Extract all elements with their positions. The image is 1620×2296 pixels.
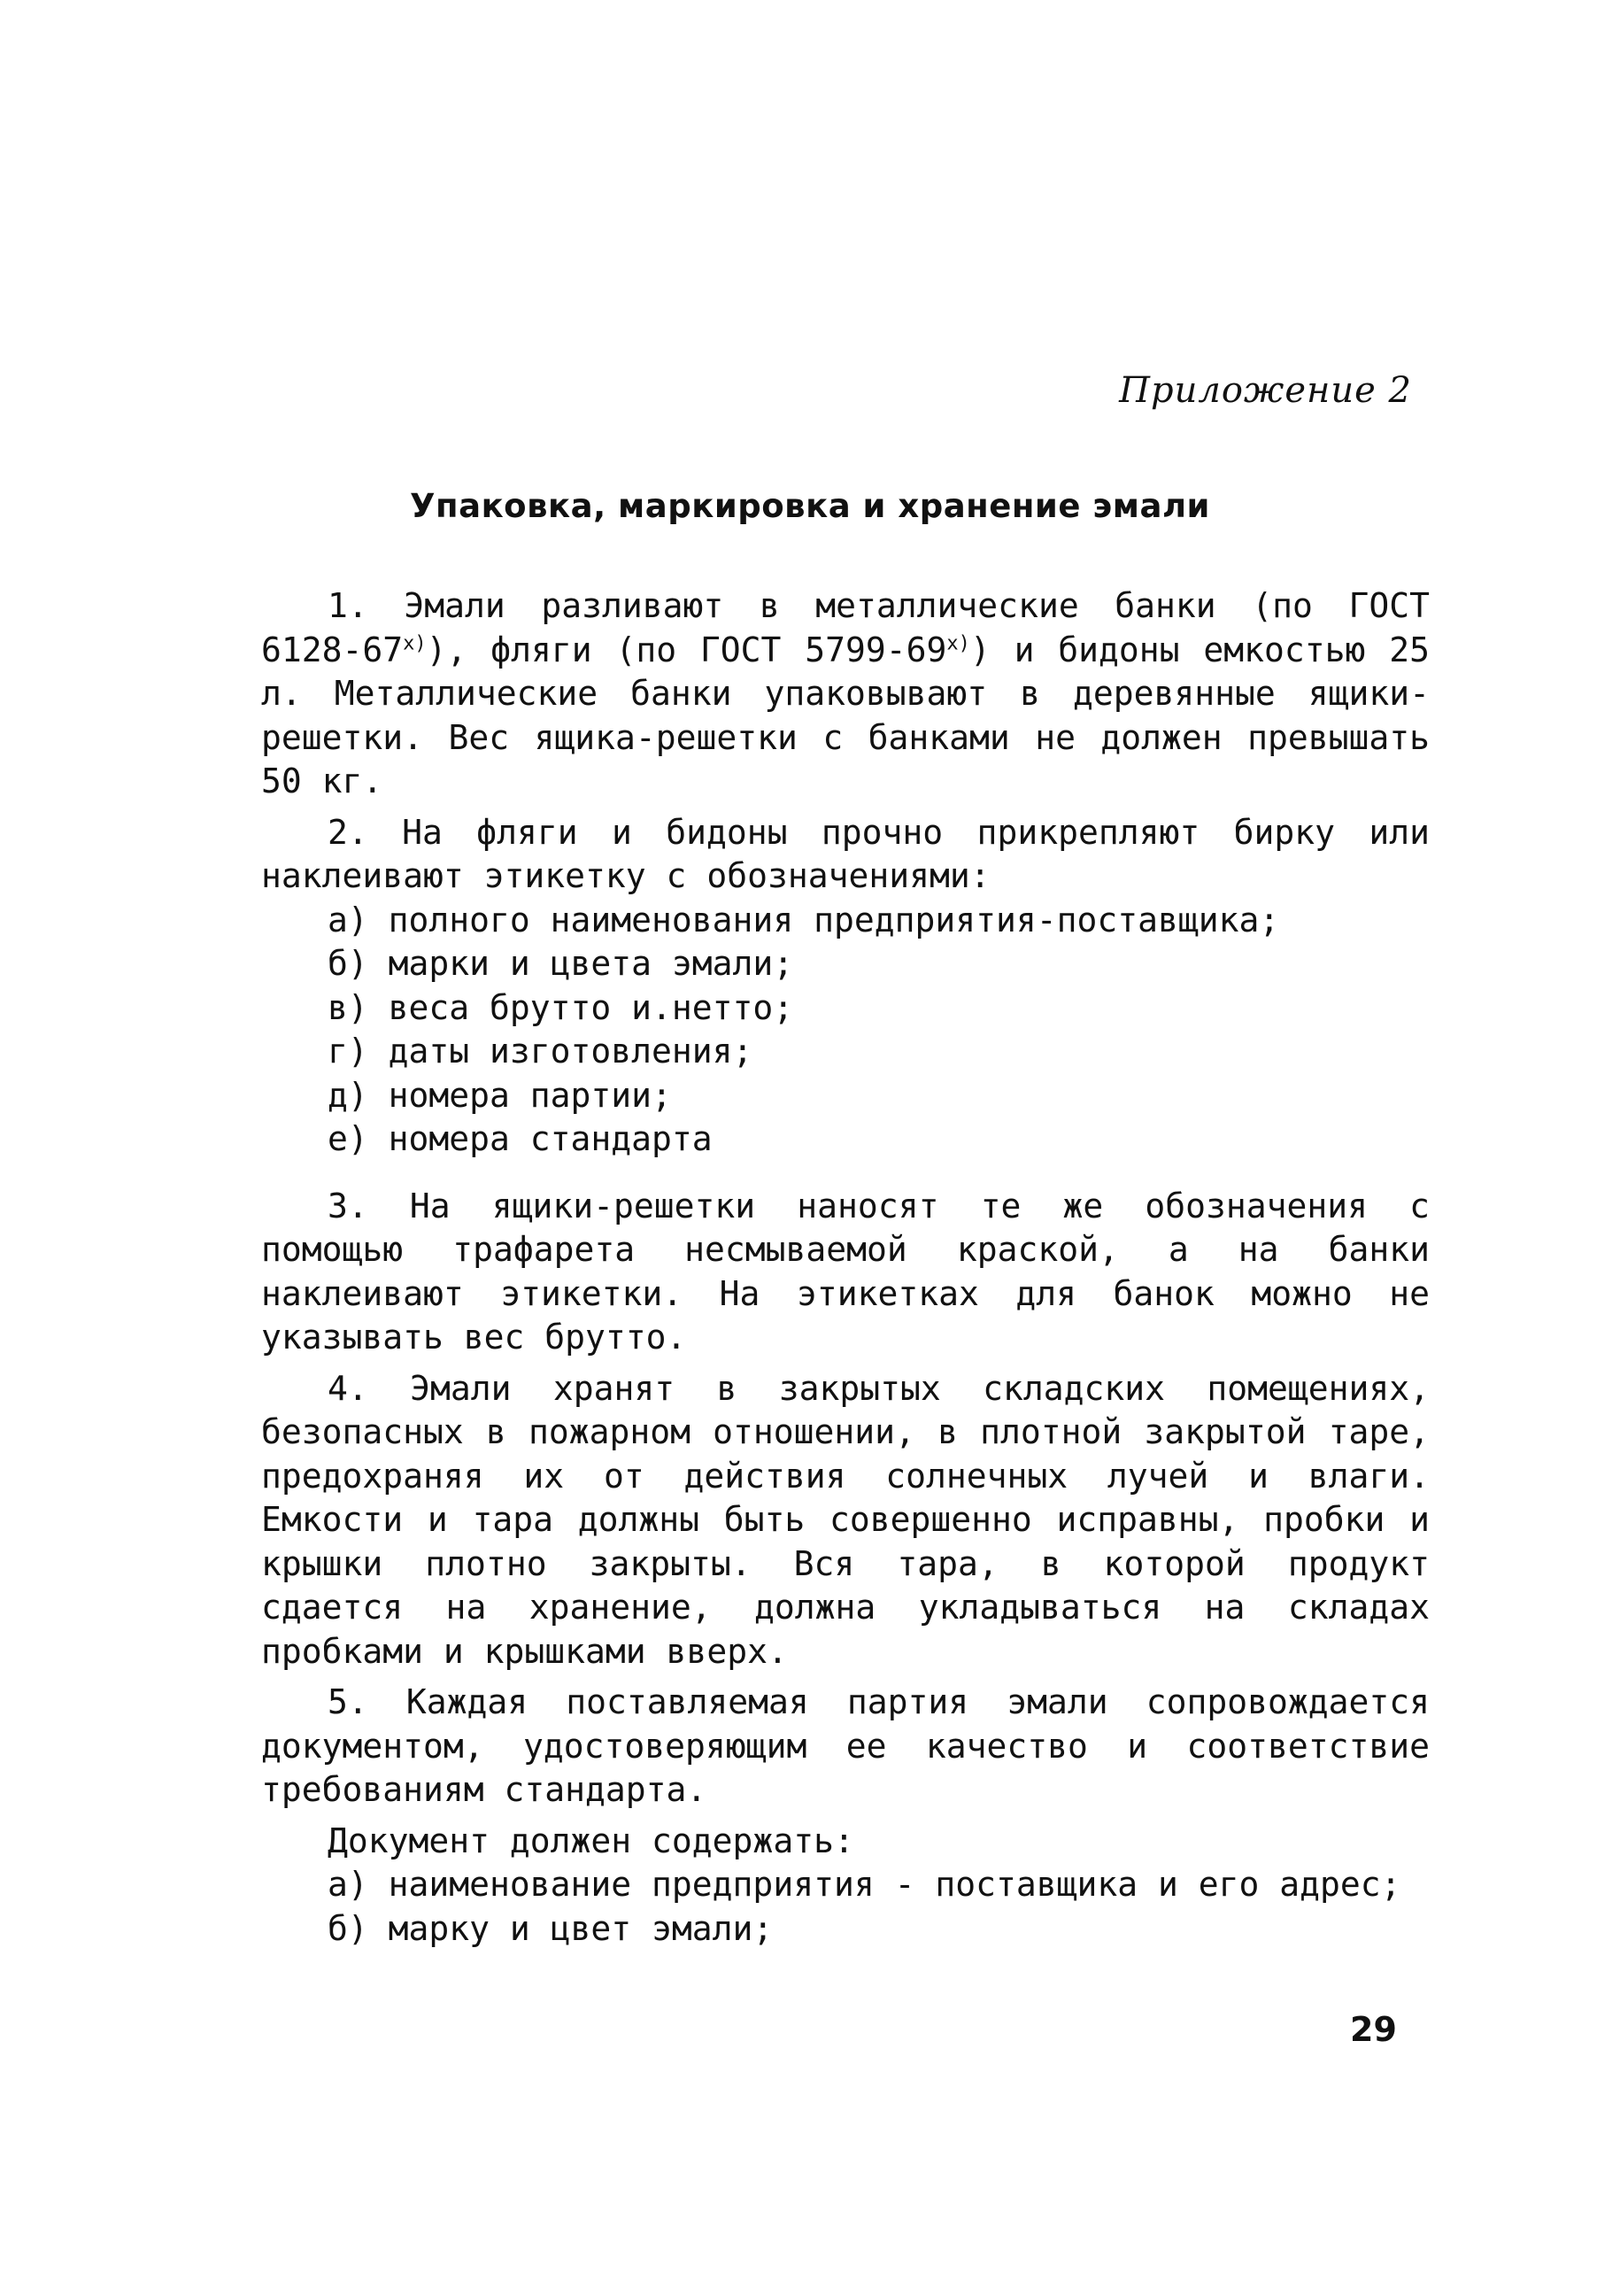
paragraph-1-text-b: ), фляги (по ГОСТ 5799-69: [426, 630, 947, 669]
paragraph-4-text: Эмали хранят в закрытых складских помещениях, безопасных в пожарном отношении, в плотной закрытой таре, предохраняя их от действия солнечных лучей и влаги. Емкости и тара должны быть совершенно исправны, пробки и крышки плотно закрыты. Вся тара, в которой продукт сдается на хранение, должна укладываться на складах пробками и крышками вверх.: [261, 1368, 1430, 1671]
section-title: Упаковка, маркировка и хранение эмали: [410, 487, 1210, 525]
paragraph-5-number: 5.: [328, 1682, 368, 1721]
paragraph-5: [261, 1681, 1430, 1813]
list-item: а) наименование предприятия - поставщика и его адрес;: [328, 1865, 1401, 1904]
list-item: а) полного наименования предприятия-поставщика;: [328, 900, 1280, 939]
list-item: г) даты изготовления;: [328, 1032, 753, 1071]
appendix-label: Приложение 2: [1119, 370, 1412, 411]
document-body: [261, 584, 1430, 1951]
paragraph-1-text-c: ) и бидоны емкостью 25 л. Металлические банки упаковывают в деревянные ящики-решетки. Вес ящика-решетки с банками не должен превышать 50 кг.: [261, 630, 1430, 800]
paragraph-1: [261, 584, 1430, 804]
paragraph-1-text-a: Эмали разливают в металлические банки (по ГОСТ 6128-67: [261, 586, 1430, 669]
paragraph-4: [261, 1367, 1430, 1674]
paragraph-2: [261, 811, 1430, 899]
document-contents-list: [261, 1863, 1430, 1951]
document-contents-intro: Документ должен содержать:: [328, 1821, 854, 1860]
paragraph-5-text: Каждая поставляемая партия эмали сопровождается документом, удостоверяющим ее качество и соответствие требованиям стандарта.: [261, 1682, 1430, 1809]
list-item: б) марку и цвет эмали;: [328, 1908, 774, 1948]
list-item: б) марки и цвета эмали;: [328, 944, 794, 983]
paragraph-2-number: 2.: [328, 812, 368, 852]
footnote-mark-2: x): [946, 631, 970, 654]
page-number: 29: [1350, 2010, 1397, 2049]
list-item: д) номера партии;: [328, 1075, 672, 1115]
paragraph-2-text: На фляги и бидоны прочно прикрепляют бирку или наклеивают этикетку с обозначениями:: [261, 812, 1430, 895]
paragraph-3-number: 3.: [328, 1186, 368, 1225]
paragraph-3-text: На ящики-решетки наносят те же обозначения с помощью трафарета несмываемой краской, а на банки наклеивают этикетки. На этикетках для банок можно не указывать вес брутто.: [261, 1186, 1430, 1357]
list-item: в) веса брутто и.нетто;: [328, 987, 794, 1027]
paragraph-4-number: 4.: [328, 1368, 368, 1408]
list-item: е) номера стандарта: [328, 1119, 713, 1158]
footnote-mark-1: x): [403, 631, 427, 654]
paragraph-1-number: 1.: [328, 586, 368, 625]
paragraph-3: [261, 1185, 1430, 1360]
marking-list: [261, 899, 1430, 1162]
